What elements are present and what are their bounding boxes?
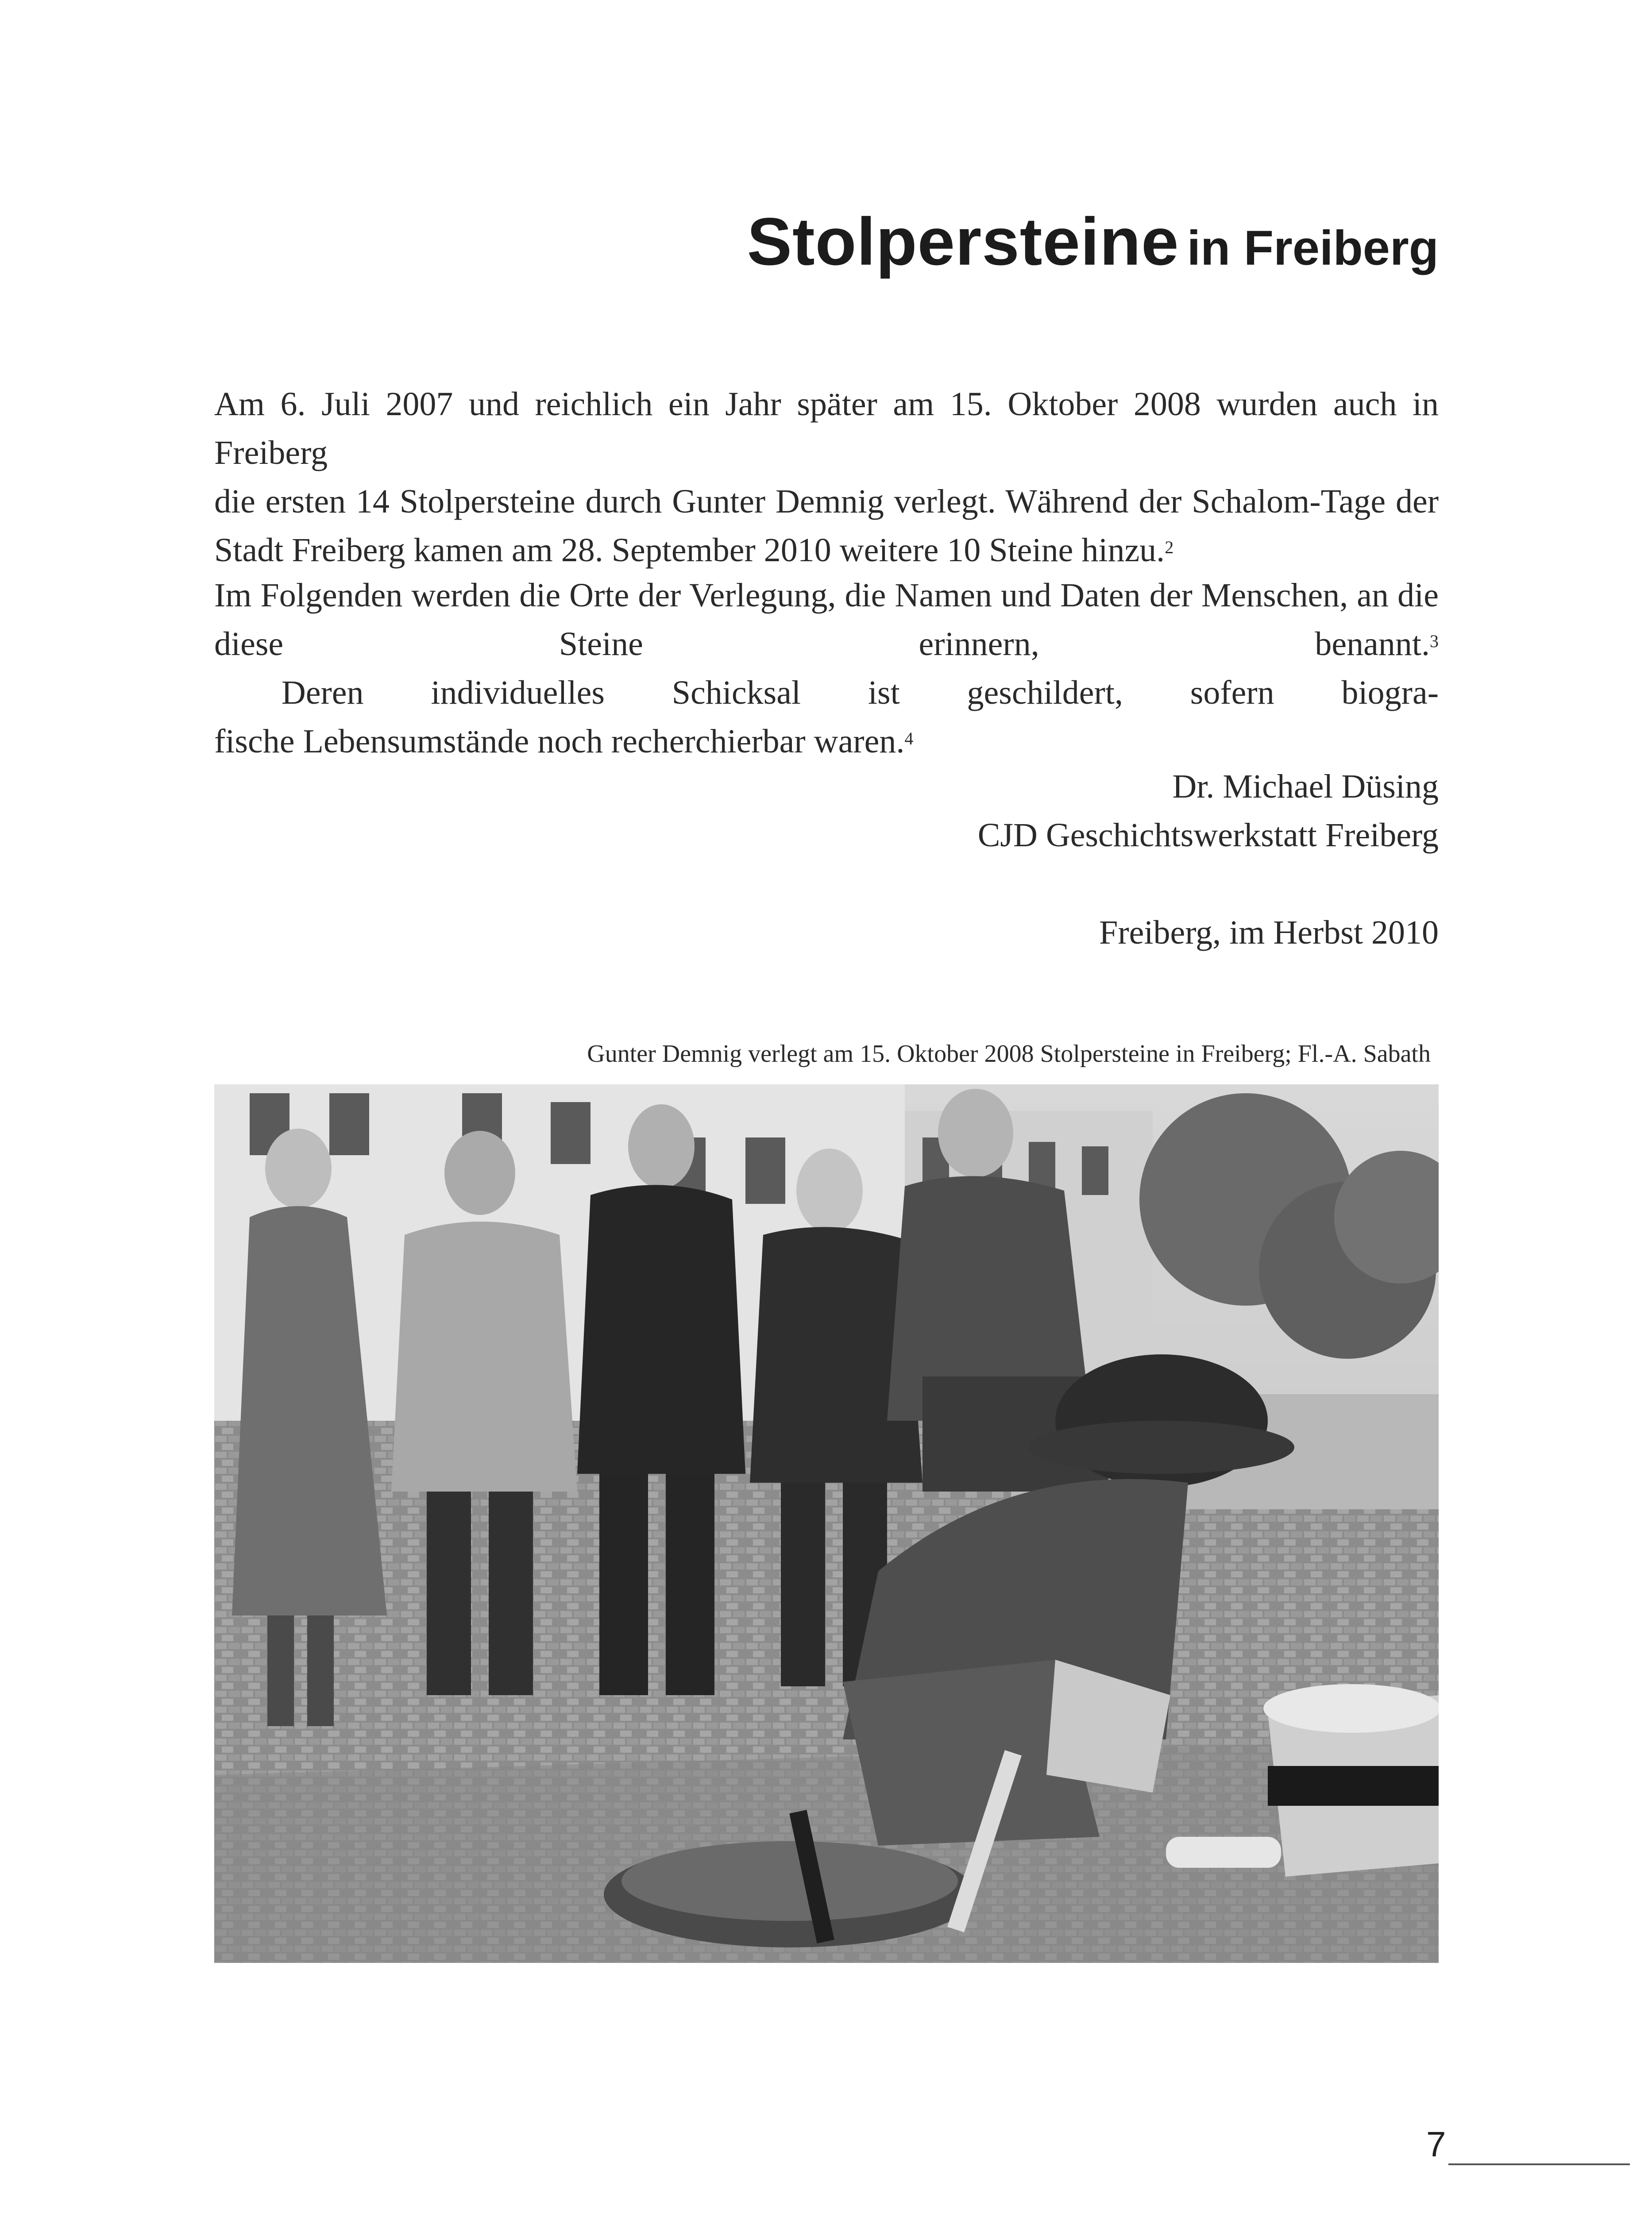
paragraph-line: Am 6. Juli 2007 und reichlich ein Jahr später am 15. Oktober 2008 wurden auch in Freiberg bbox=[214, 386, 1439, 471]
paragraph-line: die ersten 14 Stolpersteine durch Gunter Demnig verlegt. Während der Schalom-Tage der bbox=[214, 483, 1439, 520]
title-main: Stolpersteine bbox=[747, 204, 1179, 279]
photo bbox=[214, 1084, 1439, 1963]
intro-paragraph bbox=[214, 380, 1439, 574]
paragraph-line-text: fische Lebensumstände noch recherchierbar waren. bbox=[214, 723, 905, 760]
photo-caption: Gunter Demnig verlegt am 15. Oktober 2008 Stolpersteine in Freiberg; Fl.-A. Sabath bbox=[587, 1040, 1431, 1068]
paragraph-line bbox=[214, 717, 1439, 766]
page-title bbox=[747, 204, 1439, 279]
author-organization: CJD Geschichtswerkstatt Freiberg bbox=[977, 817, 1439, 854]
paragraph-line bbox=[214, 620, 1439, 717]
page-number: 7 bbox=[1426, 2124, 1446, 2164]
paragraph-line-text: Stadt Freiberg kamen am 28. September 2010 weitere 10 Steine hinzu. bbox=[214, 532, 1165, 569]
paragraph-line-text: diese Steine erinnern, benannt. bbox=[214, 625, 1430, 663]
footnote-marker: 4 bbox=[904, 729, 914, 748]
paragraph-line bbox=[214, 526, 1439, 574]
signature-block bbox=[978, 762, 1439, 860]
paragraph-line-text: Deren individuelles Schicksal ist geschildert, sofern biogra- bbox=[214, 674, 1439, 711]
author-name: Dr. Michael Düsing bbox=[1172, 768, 1439, 805]
page-number-rule bbox=[1448, 2163, 1630, 2165]
paragraph-line: Im Folgenden werden die Orte der Verlegung, die Namen und Daten der Menschen, an die bbox=[214, 577, 1439, 614]
footnote-marker: 2 bbox=[1165, 537, 1174, 557]
title-sub: in Freiberg bbox=[1187, 221, 1439, 275]
footnote-marker: 3 bbox=[1430, 631, 1439, 651]
second-paragraph bbox=[214, 571, 1439, 766]
place-date: Freiberg, im Herbst 2010 bbox=[1099, 914, 1439, 951]
